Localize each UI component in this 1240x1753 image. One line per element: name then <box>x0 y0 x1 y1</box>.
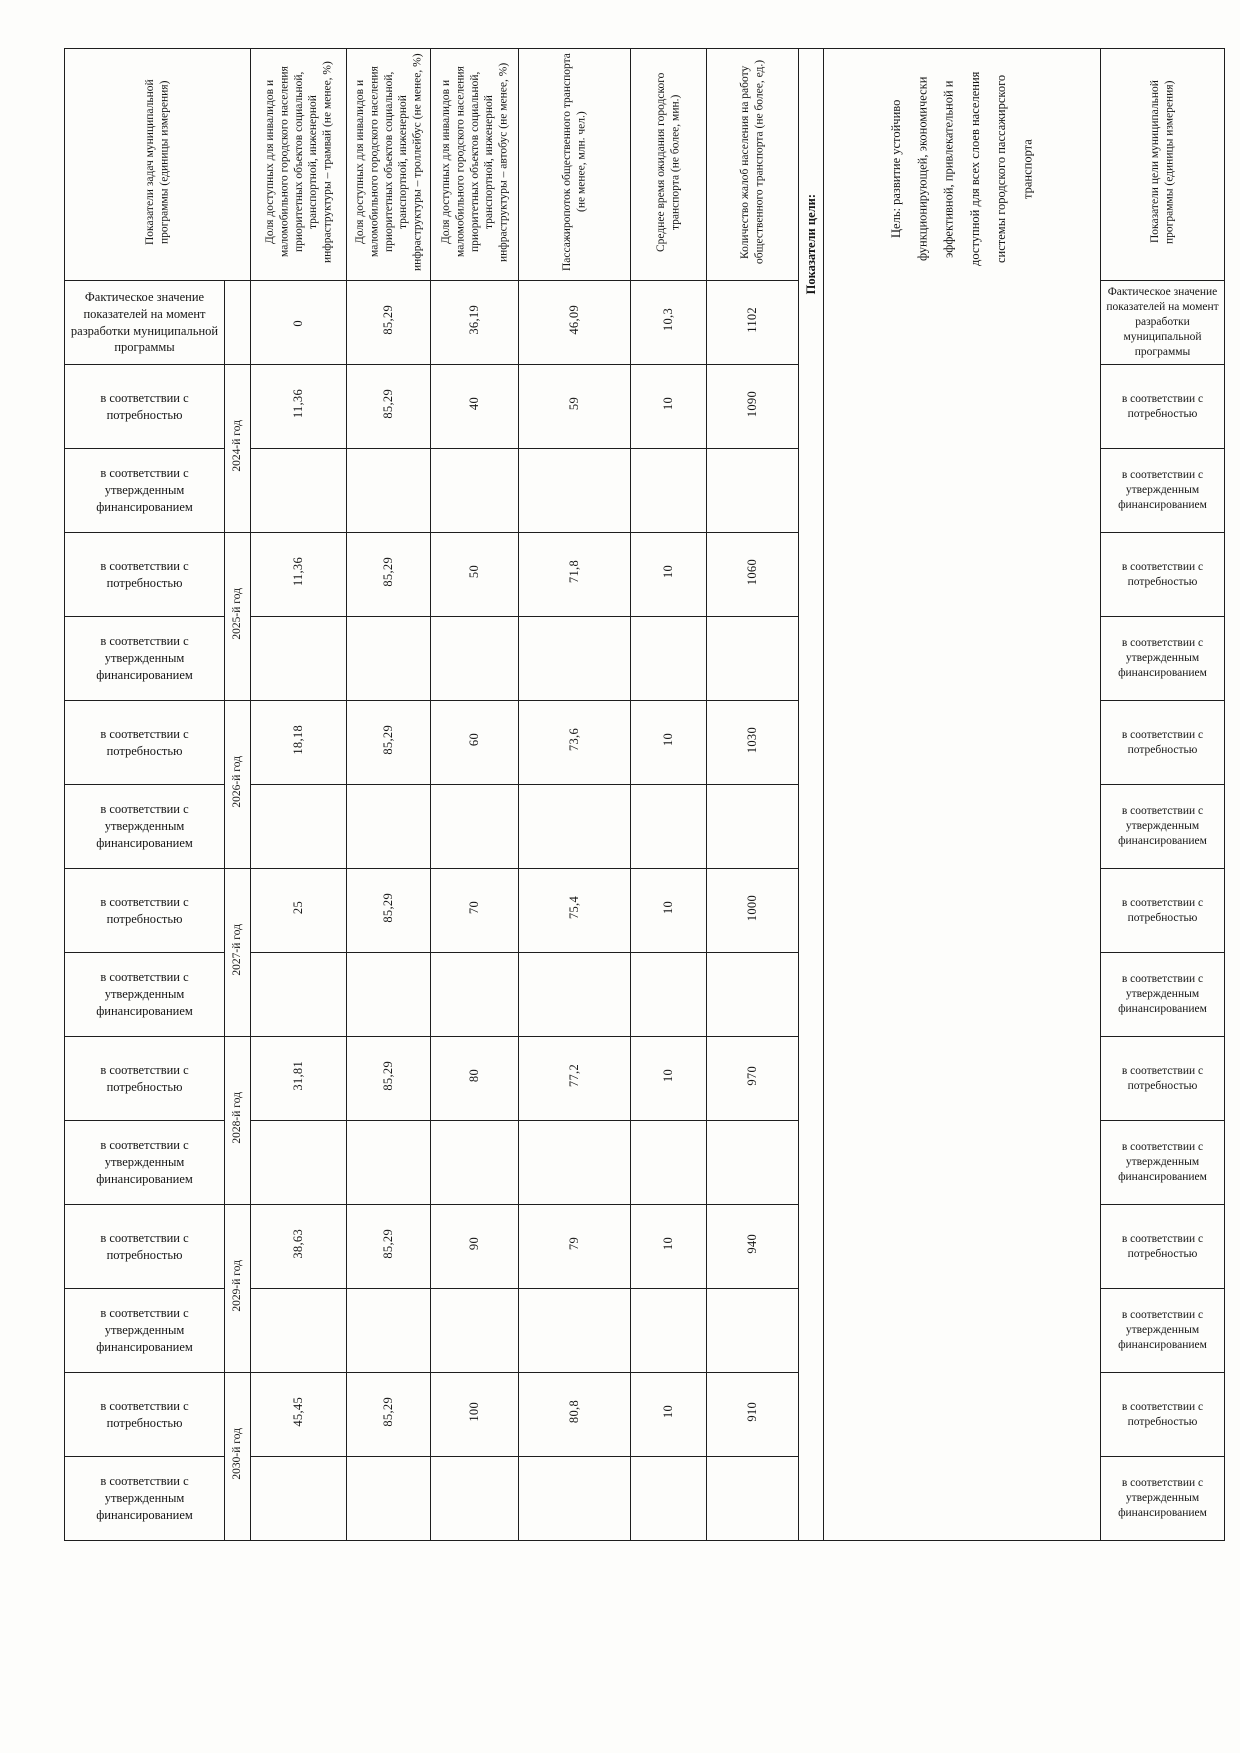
value-wait-time <box>631 533 707 617</box>
value-trolleybus <box>347 1037 431 1121</box>
value-tram <box>251 1037 347 1121</box>
value-bus <box>431 1121 519 1205</box>
value-text: 70 <box>467 901 482 915</box>
header-row <box>65 49 1225 281</box>
value-text: 910 <box>745 1402 760 1422</box>
header-tram-text: Доля доступных для инвалидов и маломобильного городского населения приоритетных объектов социальной, транспортной, инженерной инфраструктуры – трамвай (не менее, %) <box>263 61 334 263</box>
value-complaints <box>707 1289 799 1373</box>
goal-row-label: Фактическое значение показателей на момент разработки муниципальной программы <box>1101 281 1225 365</box>
value-text: 10 <box>661 733 676 747</box>
task-row-label: в соответствии с потребностью <box>65 365 225 449</box>
value-passenger-flow <box>519 1373 631 1457</box>
value-text: 36,19 <box>467 305 482 335</box>
value-trolleybus <box>347 533 431 617</box>
value-trolleybus <box>347 281 431 365</box>
value-trolleybus <box>347 701 431 785</box>
value-text: 60 <box>467 733 482 747</box>
header-goal-indicators-text: Показатели цели муниципальной программы (единицы измерения) <box>1149 80 1176 244</box>
value-bus <box>431 1457 519 1541</box>
value-bus <box>431 701 519 785</box>
value-complaints <box>707 1037 799 1121</box>
value-bus <box>431 1205 519 1289</box>
value-complaints <box>707 1373 799 1457</box>
value-text: 25 <box>291 901 306 915</box>
value-passenger-flow <box>519 1205 631 1289</box>
value-complaints <box>707 701 799 785</box>
value-bus <box>431 953 519 1037</box>
task-row-label: в соответствии с потребностью <box>65 1373 225 1457</box>
value-tram <box>251 869 347 953</box>
value-wait-time <box>631 1457 707 1541</box>
year-cell <box>225 1037 251 1205</box>
value-wait-time <box>631 953 707 1037</box>
value-bus <box>431 617 519 701</box>
value-trolleybus <box>347 1373 431 1457</box>
value-passenger-flow <box>519 953 631 1037</box>
goal-row-label: в соответствии с утвержденным финансированием <box>1101 1289 1225 1373</box>
value-text: 40 <box>467 397 482 411</box>
value-text: 10 <box>661 1069 676 1083</box>
header-passenger-flow <box>519 49 631 281</box>
value-bus <box>431 533 519 617</box>
value-text: 10,3 <box>661 308 676 332</box>
value-complaints <box>707 1205 799 1289</box>
value-bus <box>431 281 519 365</box>
value-tram <box>251 365 347 449</box>
value-text: 100 <box>467 1402 482 1422</box>
header-wait-time-text: Среднее время ожидания городского транспорта (не более, мин.) <box>655 72 682 252</box>
value-complaints <box>707 617 799 701</box>
task-row-label: в соответствии с утвержденным финансированием <box>65 953 225 1037</box>
year-text: 2027-й год <box>231 924 244 976</box>
value-trolleybus <box>347 1121 431 1205</box>
value-wait-time <box>631 1373 707 1457</box>
value-text: 940 <box>745 1234 760 1254</box>
value-bus <box>431 869 519 953</box>
value-complaints <box>707 869 799 953</box>
value-wait-time <box>631 701 707 785</box>
value-passenger-flow <box>519 785 631 869</box>
value-wait-time <box>631 617 707 701</box>
value-complaints <box>707 785 799 869</box>
value-text: 10 <box>661 1405 676 1419</box>
value-text: 80 <box>467 1069 482 1083</box>
task-row-label: в соответствии с утвержденным финансированием <box>65 785 225 869</box>
value-passenger-flow <box>519 281 631 365</box>
value-text: 71,8 <box>567 560 582 584</box>
value-trolleybus <box>347 1289 431 1373</box>
value-passenger-flow <box>519 617 631 701</box>
value-text: 38,63 <box>291 1229 306 1259</box>
goal-row-label: в соответствии с потребностью <box>1101 1373 1225 1457</box>
value-text: 45,45 <box>291 1397 306 1427</box>
value-wait-time <box>631 449 707 533</box>
year-text: 2025-й год <box>231 588 244 640</box>
value-complaints <box>707 449 799 533</box>
year-cell <box>225 365 251 533</box>
value-bus <box>431 785 519 869</box>
value-wait-time <box>631 365 707 449</box>
value-trolleybus <box>347 617 431 701</box>
value-wait-time <box>631 1289 707 1373</box>
document-page <box>64 48 1225 1541</box>
value-text: 85,29 <box>381 893 396 923</box>
value-text: 90 <box>467 1237 482 1251</box>
task-row-label: в соответствии с потребностью <box>65 869 225 953</box>
goal-row-label: в соответствии с потребностью <box>1101 533 1225 617</box>
task-row-label: в соответствии с утвержденным финансированием <box>65 617 225 701</box>
value-tram <box>251 1289 347 1373</box>
value-trolleybus <box>347 1205 431 1289</box>
value-trolleybus <box>347 785 431 869</box>
goal-cell <box>824 49 1101 1541</box>
goal-row-label: в соответствии с утвержденным финансированием <box>1101 785 1225 869</box>
value-passenger-flow <box>519 1121 631 1205</box>
value-passenger-flow <box>519 365 631 449</box>
goal-row-label: в соответствии с утвержденным финансированием <box>1101 1121 1225 1205</box>
value-bus <box>431 449 519 533</box>
goal-row-label: в соответствии с утвержденным финансированием <box>1101 1457 1225 1541</box>
value-passenger-flow <box>519 449 631 533</box>
value-wait-time <box>631 1121 707 1205</box>
header-trolleybus <box>347 49 431 281</box>
header-passenger-flow-text: Пассажиропоток общественного транспорта (не менее, млн. чел.) <box>561 53 588 271</box>
value-tram <box>251 785 347 869</box>
value-text: 59 <box>567 397 582 411</box>
year-text: 2030-й год <box>231 1428 244 1480</box>
value-complaints <box>707 1457 799 1541</box>
goal-row-label: в соответствии с потребностью <box>1101 1205 1225 1289</box>
header-complaints-text: Количество жалоб населения на работу общественного транспорта (не более, ед.) <box>739 59 766 265</box>
value-text: 80,8 <box>567 1400 582 1424</box>
value-text: 1030 <box>745 726 760 754</box>
year-cell <box>225 1373 251 1541</box>
value-tram <box>251 1121 347 1205</box>
header-bus <box>431 49 519 281</box>
value-complaints <box>707 1121 799 1205</box>
value-trolleybus <box>347 1457 431 1541</box>
value-complaints <box>707 953 799 1037</box>
indicators-table <box>64 48 1225 1541</box>
value-text: 970 <box>745 1066 760 1086</box>
value-wait-time <box>631 281 707 365</box>
goal-row-label: в соответствии с утвержденным финансированием <box>1101 617 1225 701</box>
task-row-label: в соответствии с утвержденным финансированием <box>65 1289 225 1373</box>
value-text: 85,29 <box>381 1397 396 1427</box>
value-tram <box>251 449 347 533</box>
goal-row-label: в соответствии с утвержденным финансированием <box>1101 449 1225 533</box>
task-row-label: Фактическое значение показателей на момент разработки муниципальной программы <box>65 281 225 365</box>
value-wait-time <box>631 869 707 953</box>
value-wait-time <box>631 1205 707 1289</box>
task-row-label: в соответствии с потребностью <box>65 1037 225 1121</box>
task-row-label: в соответствии с потребностью <box>65 533 225 617</box>
value-tram <box>251 281 347 365</box>
value-text: 1090 <box>745 390 760 418</box>
value-text: 10 <box>661 1237 676 1251</box>
value-complaints <box>707 365 799 449</box>
value-text: 85,29 <box>381 1229 396 1259</box>
value-text: 11,36 <box>291 557 306 587</box>
value-bus <box>431 1373 519 1457</box>
task-row-label: в соответствии с потребностью <box>65 701 225 785</box>
value-text: 85,29 <box>381 1061 396 1091</box>
value-text: 73,6 <box>567 728 582 752</box>
value-passenger-flow <box>519 533 631 617</box>
value-tram <box>251 617 347 701</box>
value-bus <box>431 1289 519 1373</box>
header-complaints <box>707 49 799 281</box>
value-text: 10 <box>661 565 676 579</box>
value-text: 85,29 <box>381 557 396 587</box>
year-text: 2026-й год <box>231 756 244 808</box>
header-wait-time <box>631 49 707 281</box>
value-text: 75,4 <box>567 896 582 920</box>
value-passenger-flow <box>519 701 631 785</box>
value-text: 46,09 <box>567 305 582 335</box>
header-goal-indicators <box>1101 49 1225 281</box>
header-task-indicators <box>65 49 251 281</box>
value-wait-time <box>631 785 707 869</box>
value-passenger-flow <box>519 1289 631 1373</box>
value-tram <box>251 701 347 785</box>
header-tram <box>251 49 347 281</box>
value-text: 77,2 <box>567 1064 582 1088</box>
value-text: 31,81 <box>291 1061 306 1091</box>
task-row-label: в соответствии с утвержденным финансированием <box>65 1457 225 1541</box>
value-complaints <box>707 281 799 365</box>
value-trolleybus <box>347 953 431 1037</box>
value-text: 10 <box>661 901 676 915</box>
value-tram <box>251 1205 347 1289</box>
header-trolleybus-text: Доля доступных для инвалидов и маломобильного городского населения приоритетных объектов социальной, транспортной, инженерной инфраструктуры – троллейбус (не менее, %) <box>353 53 424 271</box>
year-cell <box>225 1205 251 1373</box>
value-text: 1102 <box>745 307 760 333</box>
value-text: 11,36 <box>291 389 306 419</box>
value-text: 18,18 <box>291 725 306 755</box>
value-text: 10 <box>661 397 676 411</box>
value-text: 85,29 <box>381 389 396 419</box>
value-tram <box>251 1457 347 1541</box>
value-tram <box>251 533 347 617</box>
value-text: 1060 <box>745 558 760 586</box>
value-trolleybus <box>347 449 431 533</box>
task-row-label: в соответствии с утвержденным финансированием <box>65 449 225 533</box>
value-text: 79 <box>567 1237 582 1251</box>
value-passenger-flow <box>519 1037 631 1121</box>
year-text: 2024-й год <box>231 420 244 472</box>
goal-section-cell <box>799 49 824 1541</box>
value-tram <box>251 1373 347 1457</box>
value-bus <box>431 1037 519 1121</box>
year-text: 2029-й год <box>231 1260 244 1312</box>
year-text: 2028-й год <box>231 1092 244 1144</box>
year-cell <box>225 869 251 1037</box>
value-trolleybus <box>347 869 431 953</box>
value-passenger-flow <box>519 869 631 953</box>
goal-row-label: в соответствии с потребностью <box>1101 701 1225 785</box>
value-text: 50 <box>467 565 482 579</box>
year-cell-empty <box>225 281 251 365</box>
goal-row-label: в соответствии с утвержденным финансированием <box>1101 953 1225 1037</box>
value-bus <box>431 365 519 449</box>
value-trolleybus <box>347 365 431 449</box>
value-text: 85,29 <box>381 305 396 335</box>
goal-row-label: в соответствии с потребностью <box>1101 365 1225 449</box>
value-complaints <box>707 533 799 617</box>
goal-section-label: Показатели цели: <box>803 194 818 295</box>
value-text: 1000 <box>745 894 760 922</box>
goal-row-label: в соответствии с потребностью <box>1101 869 1225 953</box>
value-tram <box>251 953 347 1037</box>
year-cell <box>225 533 251 701</box>
value-wait-time <box>631 1037 707 1121</box>
value-passenger-flow <box>519 1457 631 1541</box>
header-task-text: Показатели задач муниципальной программы (единицы измерения) <box>144 79 171 245</box>
value-text: 85,29 <box>381 725 396 755</box>
value-text: 0 <box>291 319 306 327</box>
goal-text: Цель: развитие устойчиво функционирующей, экономически эффективной, привлекательной и доступной для всех слоев населения системы городского пассажирского транспорта <box>889 71 1035 267</box>
goal-row-label: в соответствии с потребностью <box>1101 1037 1225 1121</box>
year-cell <box>225 701 251 869</box>
task-row-label: в соответствии с потребностью <box>65 1205 225 1289</box>
header-bus-text: Доля доступных для инвалидов и маломобильного городского населения приоритетных объектов социальной, транспортной, инженерной инфраструктуры – автобус (не менее, %) <box>439 62 510 262</box>
task-row-label: в соответствии с утвержденным финансированием <box>65 1121 225 1205</box>
